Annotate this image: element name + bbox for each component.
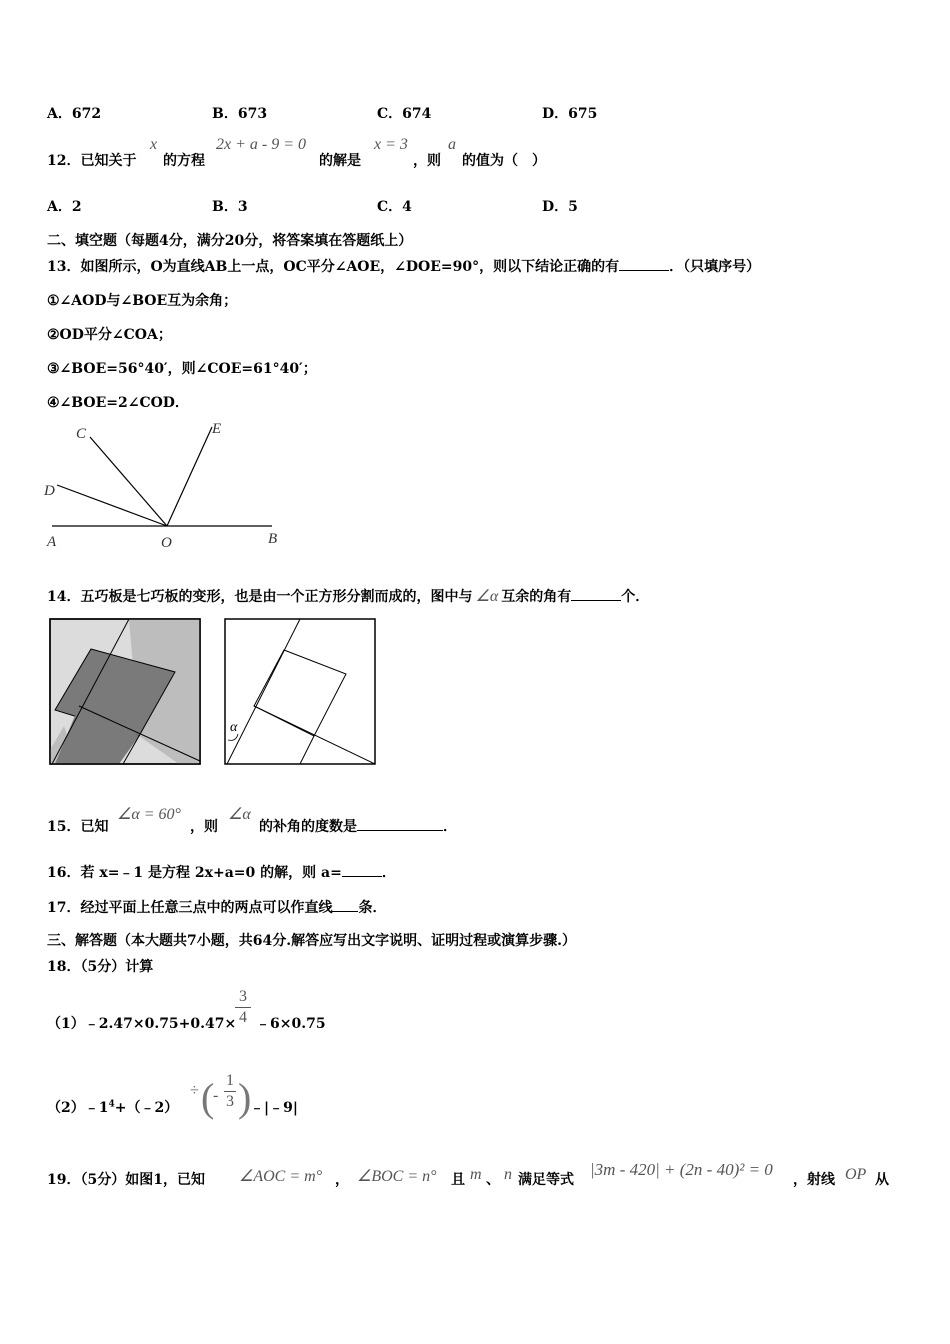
- q14-answer-blank: [571, 588, 621, 601]
- q14-figure-outline: [224, 618, 377, 766]
- q13-figure: [40, 415, 300, 555]
- q13-stem: 13．如图所示，O为直线AB上一点，OC平分∠AOE，∠DOE=90°，则以下结论正确的有 ．（只填序号）: [47, 259, 761, 275]
- q19-comma: ，: [335, 1172, 349, 1188]
- q15-mid: ，则: [190, 819, 218, 835]
- q12-solution: x = 3: [374, 136, 408, 153]
- label-o: O: [161, 535, 172, 551]
- ray-oe: [167, 427, 212, 526]
- q15-given: ∠α = 60°: [117, 806, 181, 823]
- q18-part2: $(2)﹣1^4+(﹣2)$: [47, 1099, 179, 1116]
- q15-answer-blank: [357, 818, 443, 831]
- q12-mid3: ，则: [413, 153, 441, 169]
- q16-line: 16．若 x=﹣1 是方程 2x+a=0 的解，则 a= ．: [47, 865, 396, 881]
- q12-var-x: x: [150, 136, 158, 153]
- q19-mid3: ，射线: [793, 1172, 835, 1188]
- q14-angle: ∠α: [475, 588, 499, 605]
- section3-title: 三、解答题（本大题共7小题，共64分.解答应写出文字说明、证明过程或演算步骤.）: [47, 933, 576, 949]
- q19-mid2: 满足等式: [518, 1172, 574, 1188]
- label-c: C: [76, 426, 87, 442]
- q13-item-2: ②OD平分∠COA；: [47, 327, 172, 343]
- label-d: D: [44, 483, 55, 499]
- q19-mid: 且: [451, 1172, 465, 1188]
- q14-stem: 14．五巧板是七巧板的变形，也是由一个正方形分割而成的，图中与 ∠α 互余的角有 个．: [47, 588, 650, 605]
- q13-item-3: ③∠BOE=56°40′，则∠COE=61°40′；: [47, 361, 317, 377]
- q18-part1: （1）﹣2.47×0.75+0.47×: [47, 1016, 237, 1032]
- q17-line: 17．经过平面上任意三点中的两点可以作直线 条．: [47, 900, 387, 916]
- q12-line: 12．已知关于: [47, 153, 137, 169]
- q19-prefix: 19．（5分）如图1，已知: [47, 1172, 205, 1188]
- q12-option-a: A．2: [47, 199, 82, 215]
- q11-option-d: D．675: [542, 106, 598, 122]
- q19-aoc: ∠AOC = m°: [239, 1168, 323, 1185]
- q14-figure-shaded: [49, 618, 202, 766]
- q18-part2-tail: ﹣|﹣9|: [250, 1100, 298, 1116]
- q11-option-b: B．673: [212, 106, 268, 122]
- q12-option-d: D．5: [542, 199, 578, 215]
- q12-option-c: C．4: [377, 199, 412, 215]
- label-e: E: [212, 421, 222, 437]
- ray-oc: [90, 437, 167, 526]
- q16-answer-blank: [342, 864, 382, 877]
- q12-var-a: a: [448, 136, 456, 153]
- q12-options: [47, 196, 747, 216]
- q19-op: OP: [845, 1166, 867, 1183]
- q13-item-1: ①∠AOD与∠BOE互为余角；: [47, 293, 238, 309]
- q19-m: m: [470, 1166, 482, 1183]
- q19-n: n: [504, 1166, 512, 1183]
- label-b: B: [268, 531, 278, 547]
- q18-part1-tail: ﹣6×0.75: [256, 1016, 326, 1032]
- ray-od: [57, 485, 167, 526]
- alpha-label: α: [230, 720, 238, 735]
- label-a: A: [47, 534, 57, 550]
- q15-suffix: 的补角的度数是 ．: [259, 819, 457, 835]
- q12-mid2: 的解是: [319, 153, 361, 169]
- section2-title: 二、填空题（每题4分，满分20分，将答案填在答题纸上）: [47, 233, 413, 249]
- q11-option-c: C．674: [377, 106, 432, 122]
- q13-answer-blank: [619, 258, 669, 271]
- q18-title: 18．（5分）计算: [47, 959, 154, 975]
- q19-suffix: 从: [875, 1172, 889, 1188]
- q19-boc: ∠BOC = n°: [357, 1168, 437, 1185]
- q18-part1-fraction: 3 4: [235, 988, 251, 1027]
- q19-sep: 、: [486, 1172, 500, 1188]
- q13-item-4: ④∠BOE=2∠COD．: [47, 395, 189, 411]
- q12-mid1: 的方程: [163, 153, 205, 169]
- q17-answer-blank: [332, 899, 358, 912]
- q12-equation: 2x + a - 9 = 0: [216, 136, 307, 153]
- q11-option-a: A．672: [47, 106, 102, 122]
- q11-options: [47, 103, 747, 123]
- q15-prefix: 15．已知: [47, 819, 109, 835]
- q12-suffix: 的值为（ ）: [462, 153, 546, 169]
- q15-angle: ∠α: [228, 806, 251, 823]
- q12-option-b: B．3: [212, 199, 248, 215]
- q19-equation: |3m - 420| + (2n - 40)² = 0: [590, 1160, 773, 1179]
